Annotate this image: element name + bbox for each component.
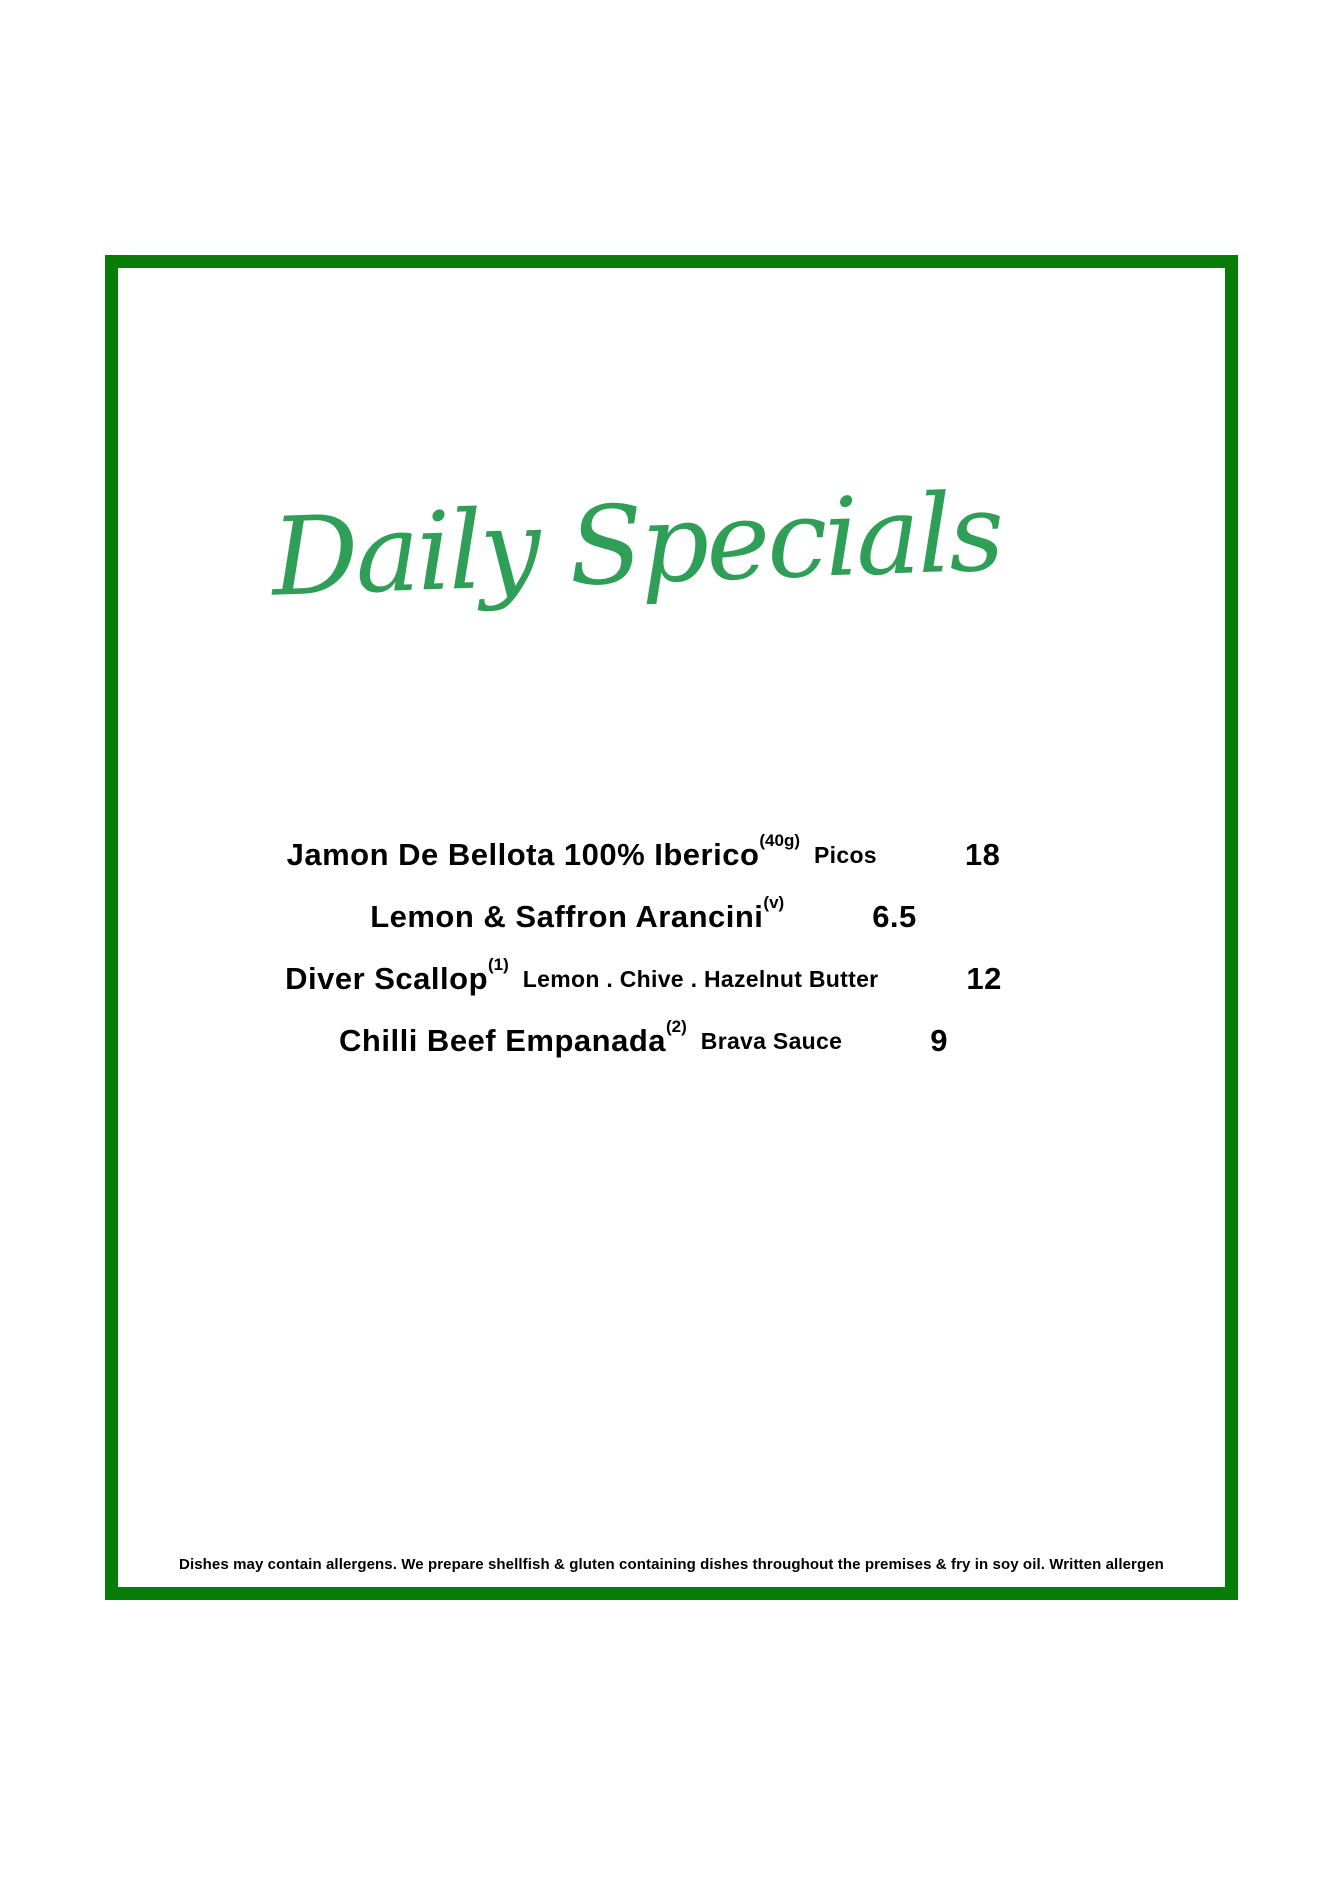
dish-price: 9	[930, 1023, 948, 1058]
dish-description: Picos	[814, 841, 877, 868]
allergen-notice: Dishes may contain allergens. We prepare shellfish & gluten containing dishes throughout the premises & fry in soy oil. Written allergen	[179, 1556, 1164, 1573]
dish-superscript: (1)	[488, 955, 509, 974]
menu-item-row	[90, 824, 1197, 886]
dish-name: Jamon De Bellota 100% Iberico	[286, 837, 760, 872]
menu-item-row	[90, 886, 1197, 948]
dish-name: Lemon & Saffron Arancini	[370, 899, 764, 934]
dish-price: 12	[966, 961, 1002, 996]
dish-description: Brava Sauce	[700, 1027, 843, 1054]
menu-title: Daily Specials	[269, 470, 1004, 621]
dish-name: Diver Scallop	[285, 961, 489, 996]
dish-superscript: (v)	[763, 893, 785, 912]
menu-items-list	[90, 824, 1197, 1072]
dish-price: 6.5	[872, 899, 917, 934]
dish-price: 18	[964, 837, 1001, 872]
dish-superscript: (2)	[666, 1017, 687, 1036]
dish-description: Lemon . Chive . Hazelnut Butter	[522, 965, 879, 992]
dish-superscript: (40g)	[759, 831, 801, 850]
menu-item-row	[90, 948, 1197, 1010]
menu-item-row	[90, 1010, 1197, 1072]
menu-border-box	[105, 255, 1238, 1600]
dish-name: Chilli Beef Empanada	[339, 1023, 667, 1058]
